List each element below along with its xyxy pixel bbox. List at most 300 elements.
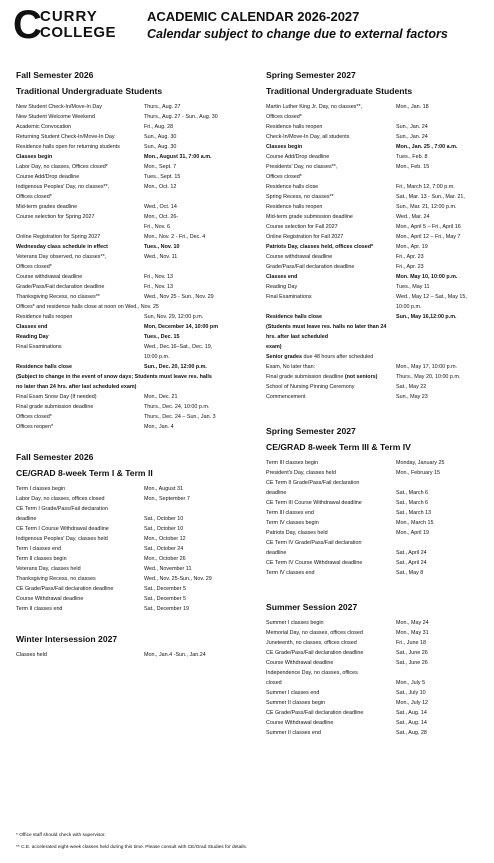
college-logo <box>13 3 117 47</box>
event-label: exam) <box>266 344 282 350</box>
event-label: Residence halls reopen <box>266 124 323 130</box>
event-date: Mon., May 31 <box>396 630 429 636</box>
event-date: Sat., March 6 <box>396 490 429 496</box>
calendar-row <box>266 618 488 628</box>
calendar-row <box>266 392 488 402</box>
event-label: Exam, No later than: <box>266 364 316 370</box>
event-date: Mon., April 19 <box>396 530 429 536</box>
right-column <box>266 68 488 738</box>
event-date: Thurs., Aug. 27 - Sun., Aug. 30 <box>144 114 218 120</box>
calendar-row <box>266 302 488 312</box>
event-label: Offices* and residence halls close at noon on Wed., Nov. 25 <box>16 304 159 310</box>
calendar-row <box>16 252 252 262</box>
calendar-row <box>16 584 252 594</box>
calendar-row <box>16 574 252 584</box>
section-heading: Summer Session 2027 <box>266 602 358 612</box>
event-label: Returning Student Check-In/Move-In Day <box>16 134 115 140</box>
calendar-row <box>16 212 252 222</box>
event-label: Juneteenth, no classes, offices closed <box>266 640 357 646</box>
section-heading: Spring Semester 2027 <box>266 70 356 80</box>
event-date: Sun., May 23 <box>396 394 428 400</box>
event-label: Residence halls close <box>16 364 73 370</box>
event-date: Mon., October 26 <box>144 556 186 562</box>
calendar-row <box>16 412 252 422</box>
calendar-row <box>16 282 252 292</box>
calendar-row <box>266 262 488 272</box>
event-label: Summer II classes end <box>266 730 321 736</box>
event-date: Sat., March 13 <box>396 510 432 516</box>
event-label: Memorial Day, no classes, offices closed <box>266 630 363 636</box>
event-label: Residence halls close <box>266 314 323 320</box>
event-date: Sat., March 6 <box>396 500 429 506</box>
section-heading: Winter Intersession 2027 <box>16 634 118 644</box>
logo-c-mark: C <box>13 3 42 47</box>
event-label: Presidents' Day, no classes**, <box>266 164 338 170</box>
event-date: Mon., February 15 <box>396 470 441 476</box>
calendar-row <box>16 222 252 232</box>
calendar-row <box>266 518 488 528</box>
event-date: Mon., Oct. 12 <box>144 184 177 190</box>
calendar-row <box>16 292 252 302</box>
event-label: Offices closed* <box>16 414 52 420</box>
event-label: Wednesday class schedule in effect <box>16 244 108 250</box>
calendar-row <box>16 544 252 554</box>
event-label: Academic Convocation <box>16 124 72 130</box>
event-date: Fri., Nov. 13 <box>144 274 173 280</box>
event-label: Commencement <box>266 394 306 400</box>
event-date: Sat., May 8 <box>396 570 424 576</box>
event-date: Tues., May 11 <box>396 284 430 290</box>
event-label: Term II classes end <box>16 606 63 612</box>
calendar-row <box>266 468 488 478</box>
event-label: Reading Day <box>266 284 298 290</box>
event-date: Sun, Nov. 29, 12:00 p.m. <box>144 314 204 320</box>
calendar-row <box>266 638 488 648</box>
calendar-row <box>16 382 252 392</box>
event-date: Sat., Aug. 14 <box>396 710 427 716</box>
calendar-row <box>266 718 488 728</box>
calendar-row <box>266 242 488 252</box>
event-label: Course Withdrawal deadline <box>266 660 334 666</box>
logo-line-2: COLLEGE <box>40 24 117 41</box>
calendar-row <box>266 728 488 738</box>
event-date: Tues., Feb. 8 <box>396 154 428 160</box>
event-label: Reading Day <box>16 334 49 340</box>
event-date: Sun., May 16,12:00 p.m. <box>396 314 457 320</box>
event-label: CE Grade/Pass/Fail declaration deadline <box>16 586 114 592</box>
event-label: New Student Welcome Weekend <box>16 114 95 120</box>
event-label: Course Add/Drop deadline <box>16 174 80 180</box>
event-label: Grade/Pass/Fail declaration deadline <box>16 284 105 290</box>
calendar-row <box>266 382 488 392</box>
calendar-row <box>16 494 252 504</box>
calendar-row <box>266 322 488 342</box>
calendar-row <box>16 422 252 432</box>
calendar-row <box>266 352 488 362</box>
calendar-row <box>16 484 252 494</box>
section-heading: Fall Semester 2026 <box>16 70 94 80</box>
calendar-row <box>266 698 488 708</box>
event-label: CE Term IV Grade/Pass/Fail declaration <box>266 540 362 546</box>
event-date: Mon., May 24 <box>396 620 429 626</box>
calendar-row <box>16 262 252 272</box>
event-date: Sat., Mar. 13 - Sun., Mar. 21, <box>396 194 465 200</box>
event-date: Mon., July 12 <box>396 700 429 706</box>
event-label: Offices closed* <box>16 194 52 200</box>
event-label: Residence halls open for returning students <box>16 144 120 150</box>
event-label: School of Nursing Pinning Ceremony <box>266 384 355 390</box>
event-date: Tues., Sept. 15 <box>144 174 181 180</box>
calendar-row <box>266 252 488 262</box>
calendar-row <box>16 534 252 544</box>
event-date: Wed., Nov 25 - Sun., Nov. 29 <box>144 294 214 300</box>
event-date: Sat., October 10 <box>144 516 184 522</box>
event-label: Labor Day, no classes, offices closed <box>16 496 105 502</box>
event-date: Fri., March 12, 7:00 p.m. <box>396 184 455 190</box>
event-label: Patriots Day, classes held <box>266 530 328 536</box>
calendar-row <box>266 668 488 678</box>
section-subheading: Traditional Undergraduate Students <box>16 86 163 96</box>
calendar-row <box>16 162 252 172</box>
calendar-row <box>266 312 488 322</box>
calendar-row <box>266 132 488 142</box>
calendar-row <box>266 122 488 132</box>
event-label: Labor Day, no classes, Offices closed* <box>16 164 108 170</box>
event-date: Mon., April 12 – Fri., May 7 <box>396 234 461 240</box>
calendar-row <box>266 548 488 558</box>
calendar-row <box>16 232 252 242</box>
event-label: deadline <box>266 490 287 496</box>
event-date: Sat., Aug. 14 <box>396 720 427 726</box>
event-label: Mid-term grades deadline <box>16 204 78 210</box>
calendar-row <box>266 112 488 122</box>
calendar-row <box>16 392 252 402</box>
calendar-row <box>16 272 252 282</box>
calendar-row <box>266 142 488 152</box>
event-label: CE Term IV Course Withdrawal deadline <box>266 560 363 566</box>
event-date: Wed., May 12 – Sat., May 15, <box>396 294 467 300</box>
event-label: Residence halls reopen <box>16 314 73 320</box>
event-label: Final Exam Snow Day (If needed) <box>16 394 97 400</box>
event-date: Mon., Feb. 15 <box>396 164 430 170</box>
event-label: Course Add/Drop deadline <box>266 154 330 160</box>
calendar-row <box>266 658 488 668</box>
event-label: Online Registration for Fall 2027 <box>266 234 344 240</box>
event-date: Fri., Nov. 13 <box>144 284 173 290</box>
event-label: Term II classes begin <box>16 556 67 562</box>
calendar-row <box>266 538 488 548</box>
calendar-row <box>16 342 252 352</box>
event-label: Classes held <box>16 652 47 658</box>
calendar-row <box>16 112 252 122</box>
event-label: Mid-term grade submission deadline <box>266 214 353 220</box>
event-label: no later than 24 hrs. after last scheduled exam) <box>16 384 137 390</box>
calendar-row <box>16 142 252 152</box>
calendar-row <box>16 322 252 332</box>
event-label: Final Examinations <box>266 294 312 300</box>
event-date: Wed., November 11 <box>144 566 192 572</box>
event-label: Classes end <box>16 324 48 330</box>
event-date: Fri., June 18 <box>396 640 426 646</box>
event-label: Grade/Pass/Fail declaration deadline <box>266 264 355 270</box>
event-label: Summer I classes end <box>266 690 320 696</box>
event-date: Mon., Jan. 25 , 7:00 a.m. <box>396 144 458 150</box>
event-date: Mon., Sept. 7 <box>144 164 177 170</box>
event-date: Fri., Apr. 23 <box>396 254 424 260</box>
event-label: Indigenous Peoples' Day, classes held <box>16 536 108 542</box>
event-date: Mon., August 31, 7:00 a.m. <box>144 154 212 160</box>
event-date: Mon., Jan.4 -Sun., Jan.24 <box>144 652 206 658</box>
event-label: Course selection for Fall 2027 <box>266 224 338 230</box>
event-date: Mon., Jan. 4 <box>144 424 174 430</box>
calendar-row <box>16 594 252 604</box>
event-label: CE Term I Course Withdrawal deadline <box>16 526 109 532</box>
calendar-row <box>16 132 252 142</box>
event-date: Mon., Jan. 18 <box>396 104 429 110</box>
event-date: Mon., April 5 – Fri., April 16 <box>396 224 461 230</box>
event-label: Term III classes end <box>266 510 314 516</box>
event-label: Offices reopen* <box>16 424 54 430</box>
event-date: Sat., June 26 <box>396 650 428 656</box>
event-label: closed <box>266 680 282 686</box>
calendar-row <box>266 528 488 538</box>
calendar-row <box>266 478 488 488</box>
calendar-row <box>16 102 252 112</box>
calendar-row <box>266 172 488 182</box>
calendar-row <box>16 650 252 660</box>
event-label: Summer I classes begin <box>266 620 324 626</box>
event-date: Sat., July 10 <box>396 690 426 696</box>
event-date: Mon., Apr. 19 <box>396 244 428 250</box>
calendar-row <box>16 332 252 342</box>
calendar-row <box>16 504 252 514</box>
page-subtitle: Calendar subject to change due to external factors <box>147 27 448 41</box>
calendar-row <box>266 498 488 508</box>
event-date: Fri., Aug. 28 <box>144 124 174 130</box>
event-date: Wed., Dec.16–Sat., Dec. 19, <box>144 344 213 350</box>
event-date: Mon., Dec. 21 <box>144 394 178 400</box>
event-date: Mon., Nov. 2 - Fri., Dec. 4 <box>144 234 206 240</box>
event-label: Summer II classes begin <box>266 700 326 706</box>
calendar-row <box>266 222 488 232</box>
event-date: Thurs., Aug. 27 <box>144 104 181 110</box>
event-date: 10:00 p.m. <box>144 354 170 360</box>
calendar-row <box>16 564 252 574</box>
event-label: Offices closed* <box>266 174 302 180</box>
calendar-row <box>16 172 252 182</box>
section-heading: Spring Semester 2027 <box>266 426 356 436</box>
calendar-row <box>266 362 488 372</box>
event-date: Sun., Mar. 21, 12:00 p.m. <box>396 204 457 210</box>
event-date: Sat., December 5 <box>144 596 186 602</box>
calendar-row <box>16 202 252 212</box>
calendar-row <box>16 372 252 382</box>
calendar-row <box>16 182 252 192</box>
calendar-row <box>266 628 488 638</box>
event-date: Mon, December 14, 10:00 pm <box>144 324 219 330</box>
event-date: Sun., Dec. 20, 12:00 p.m. <box>144 364 207 370</box>
event-label: Indigenous Peoples' Day, no classes**, <box>16 184 110 190</box>
calendar-row <box>16 554 252 564</box>
calendar-row <box>266 678 488 688</box>
calendar-row <box>266 282 488 292</box>
event-date: Sat., October 24 <box>144 546 184 552</box>
event-label: Independence Day, no classes, offices <box>266 670 358 676</box>
section-subheading: Traditional Undergraduate Students <box>266 86 413 96</box>
event-label: Veterans Day, classes held <box>16 566 81 572</box>
calendar-row <box>16 312 252 322</box>
event-label: Course Withdrawal deadline <box>16 596 84 602</box>
calendar-row <box>16 192 252 202</box>
calendar-row <box>266 558 488 568</box>
event-label: Residence halls reopen <box>266 204 323 210</box>
event-date: Fri., Nov. 6 <box>144 224 170 230</box>
event-label: Offices closed* <box>16 264 52 270</box>
event-date: Mon., October 12 <box>144 536 186 542</box>
page-title: ACADEMIC CALENDAR 2026-2027 <box>147 9 360 24</box>
event-label: Offices closed* <box>266 114 302 120</box>
calendar-row <box>16 402 252 412</box>
event-date: Mon., July 5 <box>396 680 426 686</box>
event-label: New Student Check-In/Move-In Day <box>16 104 102 110</box>
event-label: CE Grade/Pass/Fail declaration deadline <box>266 710 364 716</box>
calendar-row <box>16 152 252 162</box>
calendar-row <box>16 362 252 372</box>
calendar-row <box>266 182 488 192</box>
event-date: Thurs., Dec. 24, 10:00 p.m. <box>144 404 210 410</box>
event-label: CE Term III Course Withdrawal deadline <box>266 500 362 506</box>
event-label: Online Registration for Spring 2027 <box>16 234 101 240</box>
calendar-row <box>16 514 252 524</box>
event-date: Sat., April 24 <box>396 560 427 566</box>
event-label: Course withdrawal deadline <box>16 274 83 280</box>
calendar-row <box>16 604 252 614</box>
event-label: Course Withdrawal deadline <box>266 720 334 726</box>
event-date: Tues., Dec. 15 <box>144 334 180 340</box>
calendar-row <box>16 122 252 132</box>
event-date: Sun., Aug. 30 <box>144 134 177 140</box>
section-subheading: CE/GRAD 8-week Term III & Term IV <box>266 442 411 452</box>
calendar-row <box>266 648 488 658</box>
event-label: Residence halls close <box>266 184 319 190</box>
event-date: Mon., May 17, 10:00 p.m. <box>396 364 458 370</box>
calendar-row <box>266 488 488 498</box>
event-date: Sun., Aug. 30 <box>144 144 177 150</box>
calendar-row <box>266 152 488 162</box>
calendar-row <box>16 524 252 534</box>
event-date: Sat., April 24 <box>396 550 427 556</box>
event-label: CE Term I Grade/Pass/Fail declaration <box>16 506 108 512</box>
calendar-row <box>266 232 488 242</box>
event-date: Wed., Oct. 14 <box>144 204 177 210</box>
event-label: Spring Recess, no classes** <box>266 194 334 200</box>
calendar-row <box>16 352 252 362</box>
calendar-row <box>266 568 488 578</box>
event-date: Sat., Aug. 28 <box>396 730 427 736</box>
calendar-row <box>266 162 488 172</box>
event-label: Final grade submission deadline <box>16 404 94 410</box>
event-date: Wed., Nov. 25-Sun., Nov. 29 <box>144 576 212 582</box>
calendar-row <box>266 688 488 698</box>
event-label: Term I classes begin <box>16 486 66 492</box>
section-heading: Fall Semester 2026 <box>16 452 94 462</box>
footnote-2: ** C.E. accelerated eight-week classes held during this time. Please consult with CE/Grad Studies for details. <box>16 845 248 850</box>
calendar-row <box>266 708 488 718</box>
event-label: President's Day, classes held <box>266 470 336 476</box>
event-date: 10:00 p.m. <box>396 304 422 310</box>
event-label: Term III classes begin <box>266 460 319 466</box>
event-label: Veterans Day observed, no classes**, <box>16 254 107 260</box>
footnote-1: * Office staff should check with supervisor. <box>16 833 106 838</box>
event-date: Wed., Mar. 24 <box>396 214 430 220</box>
event-label: Classes end <box>266 274 298 280</box>
logo-line-1: CURRY <box>40 8 98 25</box>
event-date: Mon., March 15 <box>396 520 434 526</box>
event-label: Check-In/Move-In Day, all students <box>266 134 350 140</box>
event-label: Course selection for Spring 2027 <box>16 214 95 220</box>
event-label: (Subject to change in the event of snow days; Students must leave res. halls <box>16 374 212 380</box>
event-date: Monday, January 25 <box>396 460 445 466</box>
event-label: CE Term II Grade/Pass/Fail declaration <box>266 480 360 486</box>
event-date: Sat., October 10 <box>144 526 184 532</box>
calendar-row <box>266 102 488 112</box>
calendar-row <box>266 212 488 222</box>
event-label: Course withdrawal deadline <box>266 254 333 260</box>
calendar-row <box>266 508 488 518</box>
event-date: Mon. May 10, 10:00 p.m. <box>396 274 458 280</box>
event-label: Final Examinations <box>16 344 62 350</box>
event-date: Mon., September 7 <box>144 496 190 502</box>
event-label: Patriots Day, classes held, offices closed* <box>266 244 374 250</box>
event-label: Final grade submission deadline (not seniors) <box>266 374 378 380</box>
event-date: Sat., June 26 <box>396 660 428 666</box>
event-label: Martin Luther King Jr. Day, no classes**, <box>266 104 363 110</box>
event-date: Thurs., May 20, 10:00 p.m. <box>396 374 461 380</box>
event-label: Thanksgiving Recess, no classes <box>16 576 96 582</box>
event-date: Sun., Jan. 24 <box>396 124 428 130</box>
calendar-row <box>266 202 488 212</box>
event-date: Fri., Apr. 23 <box>396 264 424 270</box>
calendar-row <box>266 292 488 302</box>
calendar-row <box>266 192 488 202</box>
event-date: Sat., December 19 <box>144 606 189 612</box>
calendar-row <box>16 302 252 312</box>
event-label: Classes begin <box>266 144 303 150</box>
event-date: Sun., Jan. 24 <box>396 134 428 140</box>
event-label: (Students must leave res. halls no later than 24 hrs. after last scheduled <box>266 324 387 340</box>
calendar-row <box>266 372 488 382</box>
event-label: deadline <box>266 550 287 556</box>
event-date: Mon., Oct. 26- <box>144 214 179 220</box>
event-date: Wed., Nov. 11 <box>144 254 178 260</box>
event-label: Term I classes end <box>16 546 61 552</box>
calendar-row <box>266 458 488 468</box>
event-label: Thanksgiving Recess, no classes** <box>16 294 100 300</box>
event-date: Mon., August 31 <box>144 486 183 492</box>
event-label: CE Grade/Pass/Fail declaration deadline <box>266 650 364 656</box>
left-column <box>16 68 252 660</box>
event-date: Tues., Nov. 10 <box>144 244 180 250</box>
event-label: Term IV classes begin <box>266 520 319 526</box>
section-subheading: CE/GRAD 8-week Term I & Term II <box>16 468 153 478</box>
event-date: Sat., May 22 <box>396 384 427 390</box>
calendar-row <box>266 272 488 282</box>
event-date: Sat., December 5 <box>144 586 186 592</box>
calendar-row <box>266 342 488 352</box>
event-date: Thurs., Dec. 24 – Sun., Jan. 3 <box>144 414 216 420</box>
event-label: Classes begin <box>16 154 53 160</box>
event-label: deadline <box>16 516 37 522</box>
